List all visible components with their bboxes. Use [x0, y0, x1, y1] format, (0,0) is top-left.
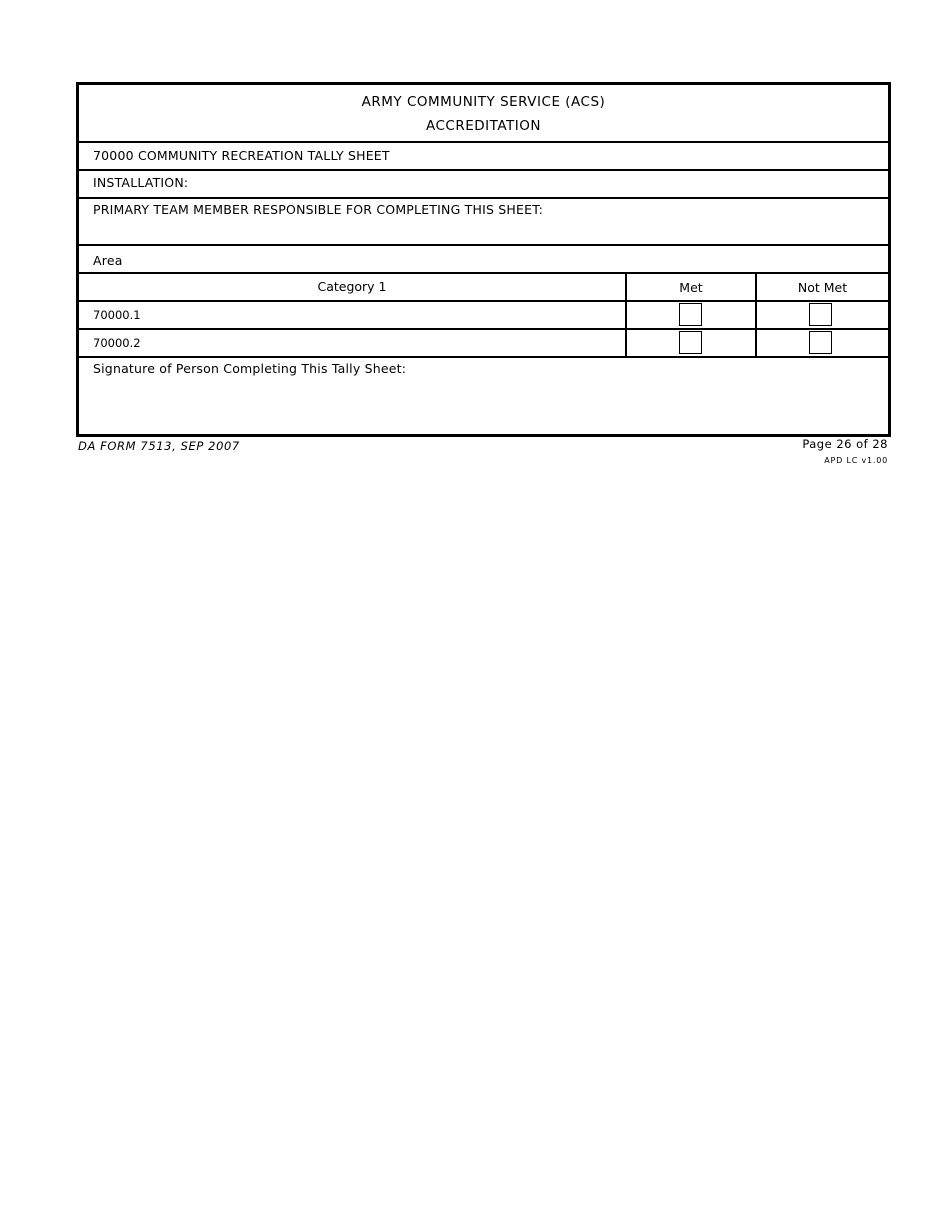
not-met-header: Not Met: [797, 280, 848, 295]
met-header: Met: [679, 280, 703, 295]
not-met-checkbox-70000-1[interactable]: [809, 303, 832, 326]
not-met-checkbox-70000-2[interactable]: [809, 331, 832, 354]
met-cell: [627, 302, 757, 328]
page-number: Page 26 of 28: [802, 437, 888, 451]
not-met-cell: [757, 302, 888, 328]
not-met-header-cell: [757, 274, 888, 300]
tally-sheet-form: [76, 82, 891, 437]
signature-label: Signature of Person Completing This Tally Sheet:: [93, 361, 407, 376]
signature-field[interactable]: [79, 356, 888, 434]
item-label: 70000.1: [93, 308, 141, 322]
item-label-cell: [79, 330, 627, 356]
form-id: DA FORM 7513, SEP 2007: [78, 439, 240, 453]
item-label-cell: [79, 302, 627, 328]
section-title-row: [79, 141, 888, 169]
installation-field[interactable]: [79, 169, 888, 197]
table-header-row: [79, 272, 888, 300]
met-cell: [627, 330, 757, 356]
section-title: 70000 COMMUNITY RECREATION TALLY SHEET: [93, 148, 390, 163]
form-title-line1: ARMY COMMUNITY SERVICE (ACS): [361, 94, 606, 110]
form-title-line2: ACCREDITATION: [426, 118, 541, 134]
met-header-cell: [627, 274, 757, 300]
met-checkbox-70000-2[interactable]: [679, 331, 702, 354]
version-label: APD LC v1.00: [824, 456, 888, 465]
area-row: [79, 244, 888, 272]
not-met-cell: [757, 330, 888, 356]
form-header: [79, 85, 888, 141]
table-row: [79, 300, 888, 328]
primary-team-member-field[interactable]: [79, 197, 888, 244]
table-row: [79, 328, 888, 356]
primary-team-member-label: PRIMARY TEAM MEMBER RESPONSIBLE FOR COMPLETING THIS SHEET:: [93, 202, 544, 217]
item-label: 70000.2: [93, 336, 141, 350]
category-header: Category 1: [317, 279, 387, 294]
area-label: Area: [93, 253, 123, 268]
met-checkbox-70000-1[interactable]: [679, 303, 702, 326]
category-header-cell: [79, 274, 627, 300]
installation-label: INSTALLATION:: [93, 175, 189, 190]
